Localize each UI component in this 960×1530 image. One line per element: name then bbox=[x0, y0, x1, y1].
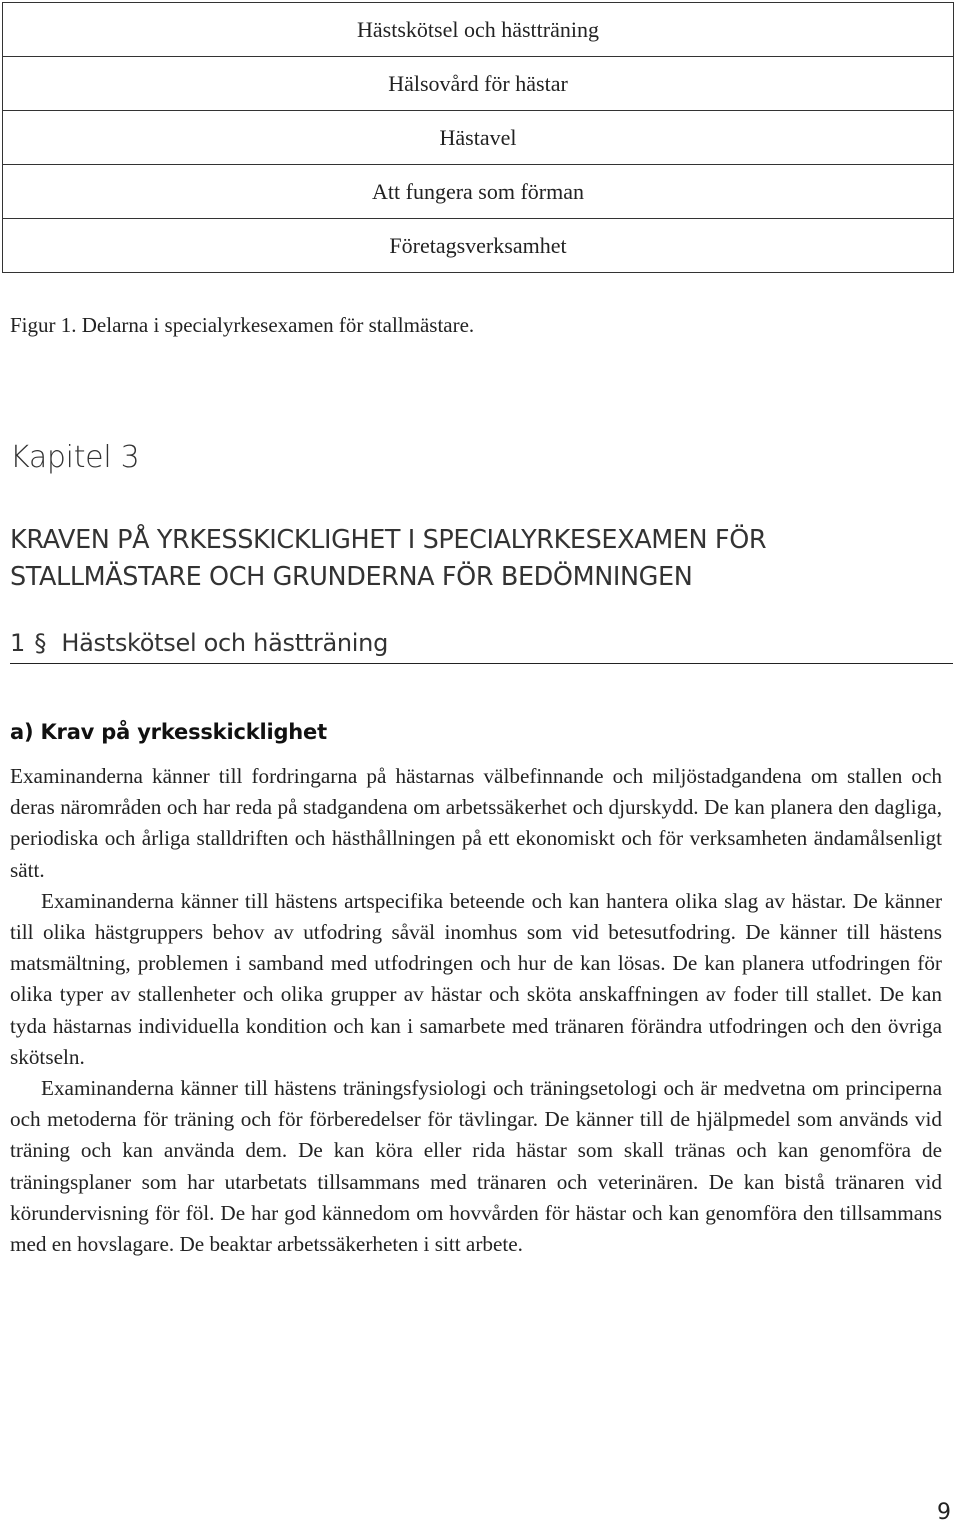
section-number: 1 bbox=[10, 629, 25, 657]
figure-box-5: Företagsverksamhet bbox=[2, 218, 954, 273]
chapter-title-line-2: STALLMÄSTARE OCH GRUNDERNA FÖR BEDÖMNINGEN bbox=[10, 562, 693, 592]
figure-box-3: Hästavel bbox=[2, 110, 954, 164]
figure-box-4: Att fungera som förman bbox=[2, 164, 954, 218]
section-title: Hästskötsel och hästträning bbox=[61, 629, 389, 657]
figure-boxes bbox=[2, 2, 954, 273]
section-sign-icon: § bbox=[34, 629, 47, 657]
paragraph-3: Examinanderna känner till hästens träningsfysiologi och träningsetologi och är medvetna om principerna och metoderna för träning och för förberedelser för tävlingar. De känner till de hjälpmedel som används vid träning och kan använda dem. De kan köra eller rida hästar som skall tränas och kan genomföra de träningsplaner som har utarbetats tillsammans med tränaren och veterinären. De kan bistå tränaren vid körundervisning för föl. De har god kännedom om hovvården för hästar och kan genomföra den tillsammans med en hovslagare. De beaktar arbetssäkerheten i sitt arbete. bbox=[10, 1076, 942, 1257]
chapter-heading: Kapitel 3 bbox=[10, 440, 140, 475]
figure-box-2: Hälsovård för hästar bbox=[2, 56, 954, 110]
paragraph-1: Examinanderna känner till fordringarna på hästarnas välbefinnande och miljöstadgandena om stallen och deras närområden och har reda på stadgandena om arbetssäkerhet och djurskydd. De kan planera den dagliga, periodiska och årliga stalldriften och hästhållningen på ett ekonomiskt och för verksamheten ändamålsenligt sätt. bbox=[10, 764, 942, 882]
section-heading bbox=[10, 629, 953, 664]
chapter-title bbox=[10, 522, 950, 596]
page-number: 9 bbox=[937, 1500, 951, 1525]
subheading: a) Krav på yrkesskicklighet bbox=[10, 720, 327, 744]
figure-box-1: Hästskötsel och hästträning bbox=[2, 2, 954, 56]
body-text bbox=[10, 761, 942, 1260]
figure-caption: Figur 1. Delarna i specialyrkesexamen för stallmästare. bbox=[10, 313, 475, 337]
paragraph-2: Examinanderna känner till hästens artspecifika beteende och kan hantera olika slag av hästar. De känner till olika hästgruppers behov av utfodring såväl inomhus som vid betesutfodring. De känner till hästens matsmältning, problemen i samband med utfodringen och hur de kan lösas. De kan planera utfodringen för olika typer av stallenheter och olika grupper av hästar och sköta anskaffningen av foder till stallet. De kan tyda hästarnas individuella kondition och kan i samarbete med tränaren förändra utfodringen och den övriga skötseln. bbox=[10, 888, 942, 1069]
chapter-title-line-1: KRAVEN PÅ YRKESSKICKLIGHET I SPECIALYRKESEXAMEN FÖR bbox=[10, 525, 767, 555]
